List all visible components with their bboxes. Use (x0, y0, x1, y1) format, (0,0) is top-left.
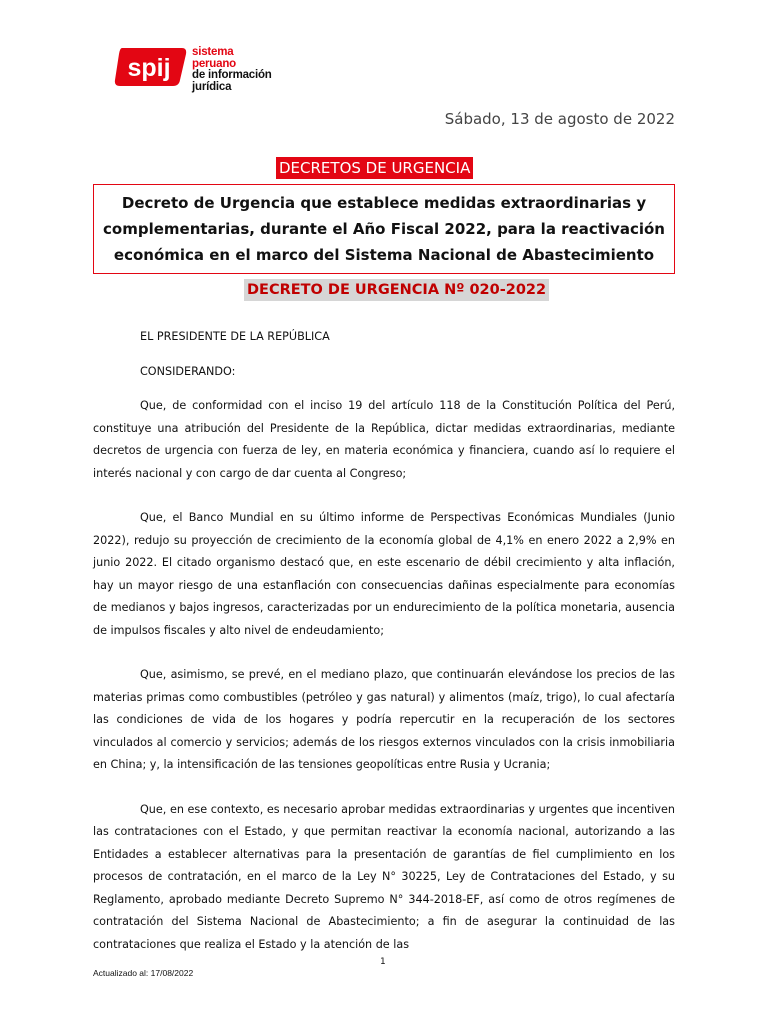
publication-date: Sábado, 13 de agosto de 2022 (444, 110, 675, 128)
logo-wordmark (192, 47, 272, 93)
document-body (93, 326, 675, 956)
decree-title: Decreto de Urgencia que establece medidas extraordinarias y complementarias, durante el Año Fiscal 2022, para la reactivación económica en el marco del Sistema Nacional de Abastecimiento (103, 194, 665, 264)
spij-logo (112, 44, 312, 96)
title-box (93, 184, 675, 274)
updated-date: Actualizado al: 17/08/2022 (93, 968, 194, 978)
spij-logo-mark (112, 46, 188, 88)
paragraph-4: Que, en ese contexto, es necesario aprobar medidas extraordinarias y urgentes que incentiven las contrataciones con el Estado, y que permitan reactivar la economía nacional, autorizando a las Entidades a establecer alternativas para la presentación de garantías de fiel cumplimiento en los procesos de contratación, en el marco de la Ley N° 30225, Ley de Contrataciones del Estado, y su Reglamento, aprobado mediante Decreto Supremo N° 344-2018-EF, así como de otros regímenes de contratación del Sistema Nacional de Abastecimiento; a fin de asegurar la continuidad de las contrataciones que realiza el Estado y la atención de las (93, 802, 675, 951)
decree-number: DECRETO DE URGENCIA Nº 020-2022 (244, 279, 549, 301)
paragraph-1: Que, de conformidad con el inciso 19 del artículo 118 de la Constitución Política del Perú, constituye una atribución del Presidente de la República, dictar medidas extraordinarias, mediante decretos de urgencia con fuerza de ley, en materia económica y financiera, cuando así lo requiere el interés nacional y con cargo de dar cuenta al Congreso; (93, 399, 675, 480)
logo-mark-text: spij (127, 54, 171, 82)
page-number: 1 (380, 957, 386, 967)
paragraph-2: Que, el Banco Mundial en su último informe de Perspectivas Económicas Mundiales (Junio 2022), redujo su proyección de crecimiento de la economía global de 4,1% en enero 2022 a 2,9% en junio 2022. El citado organismo destacó que, en este escenario de débil crecimiento y alta inflación, hay un mayor riesgo de una estanflación con consecuencias dañinas especialmente para economías de medianos y bajos ingresos, caracterizadas por un endurecimiento de la política monetaria, ausencia de impulsos fiscales y alto nivel de endeudamiento; (93, 511, 675, 637)
logo-line-1: sistema (192, 46, 234, 58)
logo-line-2: peruano (192, 57, 236, 70)
considerando-label: CONSIDERANDO: (140, 364, 236, 378)
logo-line-4: jurídica (192, 80, 232, 93)
body-heading: EL PRESIDENTE DE LA REPÚBLICA (140, 330, 330, 343)
paragraph-3: Que, asimismo, se prevé, en el mediano plazo, que continuarán elevándose los precios de las materias primas como combustibles (petróleo y gas natural) y alimentos (maíz, trigo), lo cual afectaría las condiciones de vida de los hogares y podría repercutir en la recuperación de los sectores vinculados al comercio y servicios; además de los riesgos externos vinculados con la crisis inmobiliaria en China; y, la intensificación de las tensiones geopolíticas entre Rusia y Ucrania; (93, 668, 675, 771)
section-label: DECRETOS DE URGENCIA (276, 157, 473, 179)
logo-line-3: de información (192, 69, 272, 81)
